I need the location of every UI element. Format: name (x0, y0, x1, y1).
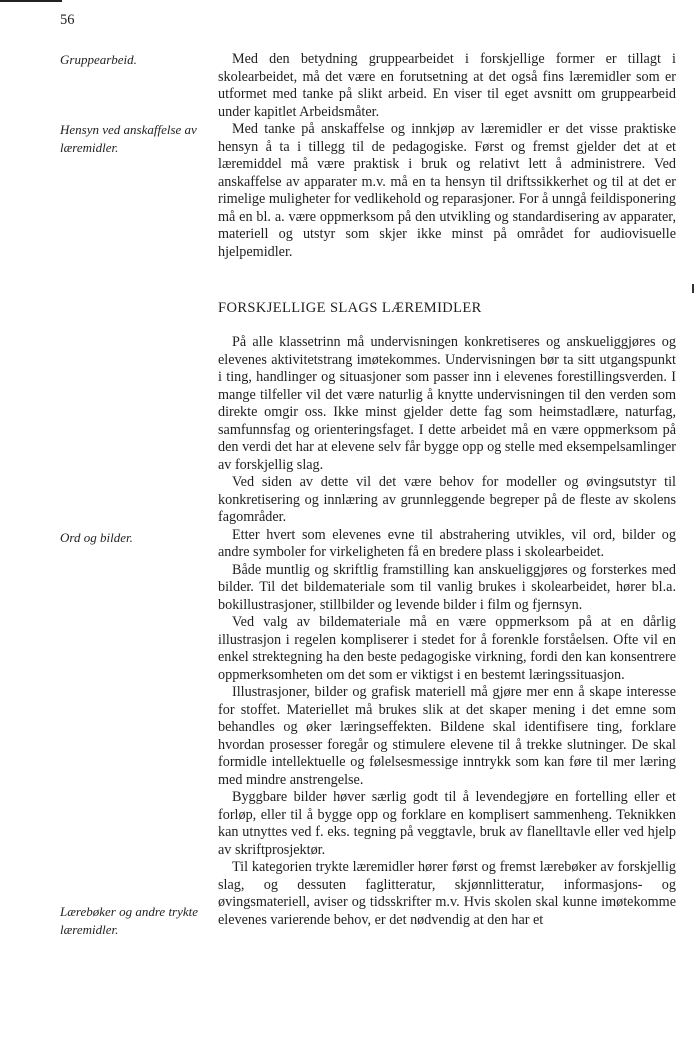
paragraph: Illustrasjoner, bilder og grafisk materiell må gjøre mer enn å skape interesse for stoffet. Materiellet må brukes slik at det skaper mening i det emne som behandles og øker læringseffekten. Bildene skal identifisere ting, forklare hvordan prosesser foregår og stimulere elevene til å trekke slutninger. De skal formidle intellektuelle og følelsesmessige inntrykk som kan føre til mer læring med mindre anstrengelse. (218, 684, 676, 788)
paragraph: Ved valg av bildemateriale må en være oppmerksom på at en dårlig illustrasjon i regelen kompliserer i stedet for å forenkle forståelsen. Ofte vil en enkel strektegning ha den beste pedagogiske virkning, fordi den kan konsentrere oppmerksomheten om det som er viktigst i en bestemt læringssituasjon. (218, 614, 676, 683)
paragraph: På alle klassetrinn må undervisningen konkretiseres og anskueliggjøres og elevenes aktivitetstrang imøtekommes. Undervisningen bør ta sitt utgangspunkt i ting, handlinger og situasjoner som passer inn i elevenes forestillingsverden. I mange tilfeller vil det være naturlig å knytte undervisningen til den verden som direkte omgir oss. Ikke minst gjelder dette fag som heimstadlære, naturfag, samfunnsfag og orienteringsfaget. I dette arbeidet må en være oppmerksom på den verdi det har at elevene selv får bygge opp og stelle med eksempelsamlinger av forskjellig slag. (218, 334, 676, 473)
section-heading: FORSKJELLIGE SLAGS LÆREMIDLER (218, 300, 482, 316)
section-2-text (218, 334, 676, 929)
margin-note-ord-og-bilder: Ord og bilder. (60, 530, 133, 545)
paragraph: Med tanke på anskaffelse og innkjøp av læremidler er det visse praktiske hensyn å ta i tillegg til de pedagogiske. Først og fremst gjelder det at et læremiddel må være praktisk i bruk og relativt lett å administrere. Ved anskaffelse av apparater m.v. må en ta hensyn til driftssikkerhet og til at det er rimelige muligheter for vedlikehold og reparasjoner. For å unngå feildisponering må en bl. a. være oppmerksom på den utvikling og standardisering av apparater, materiell og utstyr som skjer ikke minst på området for audiovisuelle hjelpemidler. (218, 121, 676, 260)
paragraph: Ved siden av dette vil det være behov for modeller og øvingsutstyr til konkretisering og innlæring av grunnleggende begreper på de fleste av skolens fagområder. (218, 474, 676, 525)
margin-note-laereboker: Lærebøker og andre trykte læremidler. (60, 904, 199, 937)
paragraph: Både muntlig og skriftlig framstilling kan anskueliggjøres og forsterkes med bilder. Til det bildemateriale som til vanlig brukes i skolearbeidet, hører bl.a. bokillustrasjoner, stillbilder og levende bilder i film og fjernsyn. (218, 561, 676, 613)
page-number: 56 (60, 12, 75, 28)
paragraph: Byggbare bilder høver særlig godt til å levendegjøre en fortelling eller et forløp, eller til å bygge opp og forklare en komplisert sammenheng. Teknikken kan utnyttes ved f. eks. tegning på veggtavle, bruk av flanelltavle eller ved hjelp av skriftprosjektør. (218, 789, 676, 858)
margin-note-hensyn: Hensyn ved anskaffelse av læremidler. (60, 122, 197, 155)
section-1-text (218, 51, 676, 261)
paragraph: Til kategorien trykte læremidler hører først og fremst lærebøker av forskjellig slag, og dessuten faglitteratur, skjønnlitteratur, informasjons- og øvingsmateriell, aviser og tidsskrifter m.v. Hvis skolen skal kunne imøtekomme elevenes varierende behov, er det nødvendig at den har et (218, 859, 676, 928)
margin-note-gruppearbeid: Gruppearbeid. (60, 52, 137, 67)
top-rule (0, 0, 62, 2)
paragraph: Med den betydning gruppearbeidet i forskjellige former er tillagt i skolearbeidet, må det være en forutsetning at det også fins læremidler som er utformet med tanke på slikt arbeid. En viser til eget avsnitt om gruppearbeid under kapitlet Arbeidsmåter. (218, 51, 676, 120)
paragraph: Etter hvert som elevenes evne til abstrahering utvikles, vil ord, bilder og andre symboler for virkeligheten få en bredere plass i skolearbeidet. (218, 526, 676, 560)
